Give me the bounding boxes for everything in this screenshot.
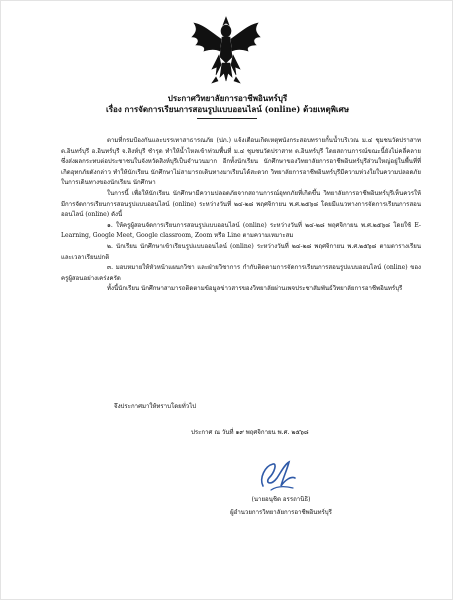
body-item-3: ๓. มอบหมายให้หัวหน้าแผนกวิชา และฝ่ายวิชาการ กำกับติดตามการจัดการเรียนการสอนรูปแบบออนไลน์ (online) ของครูผู้สอนอย่างเคร่งครัด [61,264,421,282]
body-paragraph-1: ตามที่กรมป้องกันและบรรเทาสาธารณภัย (ปภ.) แจ้งเตือนเกิดเหตุพนังกระสอบทรายกั้นน้ำบริเวณ ม.๔ ชุมชนวัดปราสาท ต.อินทร์บุรี อ.อินทร์บุรี จ.สิงห์บุรี ชำรุด ทำให้น้ำไหลเข้าท่วมพื้นที่ ม.๔ ชุมชนวัดปราสาท ต.อินทร์บุรี โดยสถานการณ์ขณะนี้ยังไม่คลี่คลาย ซึ่งส่งผลกระทบต่อประชาชนในจังหวัดสิงห์บุรีเป็นจำนวนมาก อีกทั้งนักเรียน นักศึกษาของวิทยาลัยการอาชีพอินทร์บุรีส่วนใหญ่อยู่ในพื้นที่ที่เกิดอุทกภัยดังกล่าว ทำให้นักเรียน นักศึกษาไม่สามารถเดินทางมาเรียนได้สะดวก วิทยาลัยการอาชีพอินทร์บุรีมีความห่วงใยในความปลอดภัยในการเดินทางของนักเรียน นักศึกษา [61,137,421,187]
announcement-body [61,136,421,295]
announcement-date: ประกาศ ณ วันที่ ๑๙ พฤศจิกายน พ.ศ. ๒๕๖๘ [191,429,309,436]
announcement-subject: เรื่อง การจัดการเรียนการสอนรูปแบบออนไลน์ (online) ด้วยเหตุพิเศษ [105,104,350,114]
body-paragraph-3: ทั้งนี้นักเรียน นักศึกษาสามารถติดตามข้อมูลข่าวสารของวิทยาลัยผ่านเพจประชาสัมพันธ์วิทยาลัยการอาชีพอินทร์บุรี [107,285,403,293]
body-item-1: ๑. ให้ครูผู้สอนจัดการเรียนการสอนรูปแบบออนไลน์ (online) ระหว่างวันที่ ๒๔-๒๘ พฤศจิกายน พ.ศ.๒๕๖๘ โดยใช้ E-Learning, Google Meet, Google classroom, Zoom หรือ Line ตามความเหมาะสม [61,221,421,240]
body-item-2: ๒. นักเรียน นักศึกษาเข้าเรียนรูปแบบออนไลน์ (online) ระหว่างวันที่ ๒๔-๒๘ พฤศจิกายน พ.ศ.๒๕๖๘ ตามตารางเรียน และเวลาเรียนปกติ [61,242,421,261]
signature-mark [251,456,301,496]
body-paragraph-2: ในการนี้ เพื่อให้นักเรียน นักศึกษามีความปลอดภัยจากสถานการณ์อุทกภัยที่เกิดขึ้น วิทยาลัยการอาชีพอินทร์บุรีเห็นควรให้มีการจัดการเรียนการสอนรูปแบบออนไลน์ (online) ระหว่างวันที่ ๒๔-๒๘ พฤศจิกายน พ.ศ.๒๕๖๘ โดยมีแนวทางการจัดการเรียนการสอนออนไลน์ (online) ดังนี้ [61,189,421,219]
closing-text: จึงประกาศมาให้ทราบโดยทั่วไป [114,403,197,410]
title-divider [197,118,257,119]
garuda-emblem-icon [186,11,266,93]
announcement-title: ประกาศวิทยาลัยการอาชีพอินทร์บุรี [167,93,288,103]
signer-name: (นายอนุชิต อรรถานิธิ) [251,496,311,503]
signer-position: ผู้อำนวยการวิทยาลัยการอาชีพอินทร์บุรี [230,509,332,516]
